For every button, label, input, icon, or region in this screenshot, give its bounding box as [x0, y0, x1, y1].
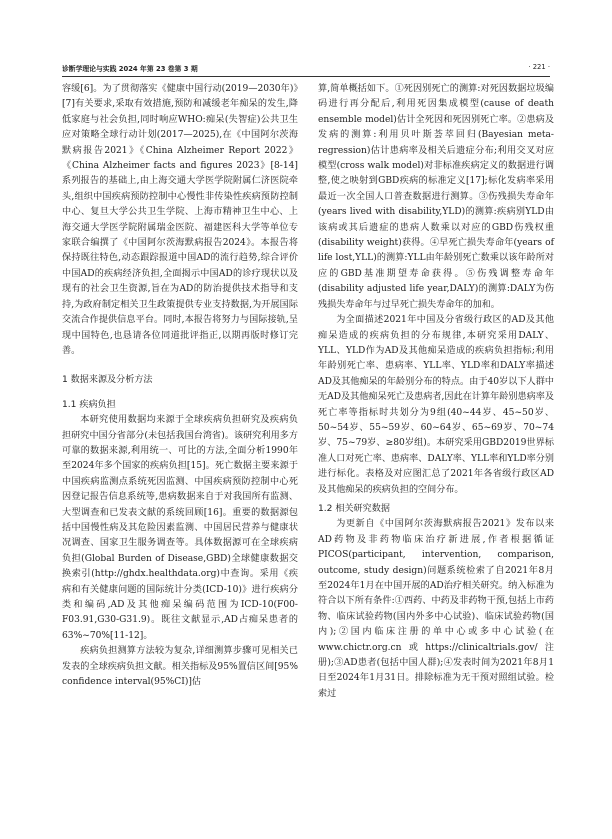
header-rule	[62, 76, 550, 77]
burden-paragraph-2: 疾病负担测算方法较为复杂,详细测算步骤可见相关已发表的全球疾病负担文献。相关指标及95%置信区间[95% confidence interval(95%CI)]估	[62, 646, 298, 688]
journal-title: 诊断学理论与实践 2024 年第 23 卷第 3 期	[62, 65, 198, 73]
subsection-heading-disease-burden: 1.1 疾病负担	[62, 399, 116, 410]
intro-paragraph: 容缓[6]。为了贯彻落实《健康中国行动(2019—2030年)》[7]有关要求,采取有效措施,预防和减缓老年痴呆的发生,降低家庭与社会负担,同时响应WHO:痴呆(失智症)公共卫生应对策略全球行动计划(2017—2025),在《中国阿尔茨海默病报告2021》《China Alzheimer Report 2022》《China Alzheimer facts and figures 2023》[8-14]系列报告的基础上,由上海交通大学医学院附属仁济医院牵头,组织中国疾病预防控制中心慢性非传染性疾病预防控制中心、复旦大学公共卫生学院、上海市精神卫生中心、上海交通大学医学院附属瑞金医院、福建医科大学等单位专家联合编撰了《中国阿尔茨海默病报告2024》。本报告将保持既往特色,动态跟踪报道中国AD的流行趋势,综合评价中国AD的疾病经济负担,全面揭示中国AD的诊疗现状以及现有的社会卫生资源,旨在为AD的防治提供技术指导和支持,为政府制定相关卫生政策提供专业支持数据,为开展国际交流合作提供信息平台。同时,本报告将努力与国际接轨,呈现中国特色,也恳请各位同道批评指正,以期再版时修订完善。	[62, 84, 298, 356]
burden-paragraph-1: 本研究使用数据均来源于全球疾病负担研究及疾病负担研究中国分省部分(未包括我国台湾省)。该研究利用多方可靠的数据来源,利用统一、可比的方法,全面分析1990年至2024年多个国家的疾病负担[15]。死亡数据主要来源于中国疾病监测点系统死因监测、中国疾病预防控制中心死因登记报告信息系统等,患病数据来自于对我国所有监测、大型调查和已发表文献的系统回顾[16]。重要的数据源包括中国慢性病及其危险因素监测、中国居民营养与健康状况调查、国家卫生服务调查等。具体数据源可在全球疾病负担(Global Burden of Disease,GBD)全球健康数据交换索引(http://ghdx.healthdata.org)中查询。采用《疾病和有关健康问题的国际统计分类(ICD-10)》进行疾病分类和编码,AD及其他痴呆编码范围为ICD-10(F00-F03.91,G30-G31.9)。既往文献显示,AD占痴呆患者的63%~70%[11-12]。	[62, 415, 298, 641]
scope-paragraph: 为全面描述2021年中国及分省级行政区的AD及其他痴呆造成的疾病负担的分布规律,本研究采用DALY、YLL、YLD作为AD及其他痴呆造成的疾病负担指标;利用年龄别死亡率、患病率、YLL率、YLD率和DALY率描述AD及其他痴呆的年龄别分布的特点。由于40岁以下人群中无AD及其他痴呆死亡及患病者,因此在计算年龄别患病率及死亡率等指标时共划分为9组(40~44岁、45~50岁、50~54岁、55~59岁、60~64岁、65~69岁、70~74岁、75~79岁、≥80岁组)。本研究采用GBD2019世界标准人口对死亡率、患病率、DALY率、YLL率和YLD率分别进行标化。表格及对应图汇总了2021年各省级行政区AD及其他痴呆的疾病负担的空间分布。	[318, 315, 554, 495]
methods-paragraph: 算,简单概括如下。①死因别死亡的测算:对死因数据垃圾编码进行再分配后,利用死因集成模型(cause of death ensemble model)估计全死因和死因别死亡率。②患病及发病的测算:利用贝叶斯荟萃回归(Bayesian meta-regression)估计患病率及相关后遗症分布;利用交叉对应模型(cross walk model)对非标准疾病定义的数据进行调整,使之映射到GBD疾病的标准定义[17];标化发病率采用最近一次全国人口普查数据进行测算。③伤残损失寿命年(years lived with disability,YLD)的测算:疾病别YLD由该病或其后遗症的患病人数乘以对应的GBD伤残权重(disability weight)获得。④早死亡损失寿命年(years of life lost,YLL)的测算:YLL由年龄别死亡数乘以该年龄所对应的GBD基准期望寿命获得。⑤伤残调整寿命年(disability adjusted life year,DALY)的测算:DALY为伤残损失寿命年与过早死亡损失寿命年的加和。	[318, 84, 554, 310]
related-studies-paragraph: 为更新自《中国阿尔茨海默病报告2021》发布以来AD药物及非药物临床治疗新进展,作者根据循证PICOS(participant, intervention, comparison, outcome, study design)问题系统检索了自2021年8月至2024年1月在中国开展的AD治疗相关研究。纳入标准为符合以下所有条件:①西药、中药及非药物干预,包括上市药物、临床试验药物(国内外多中心试验)、临床试验药物(国内);②国内临床注册的单中心或多中心试验(在www.chictr.org.cn或https://clinicaltrials.gov/注册);③AD患者(包括中国人群);④发表时间为2021年8月1日至2024年1月31日。排除标准为无干预对照组试验。检索过	[318, 519, 554, 699]
section-heading-data-sources: 1 数据来源及分析方法	[62, 375, 153, 386]
left-column	[62, 82, 298, 690]
subsection-heading-related-studies: 1.2 相关研究数据	[318, 503, 390, 514]
running-header	[62, 63, 550, 75]
right-column	[318, 82, 554, 702]
page-number: · 221 ·	[528, 63, 550, 71]
